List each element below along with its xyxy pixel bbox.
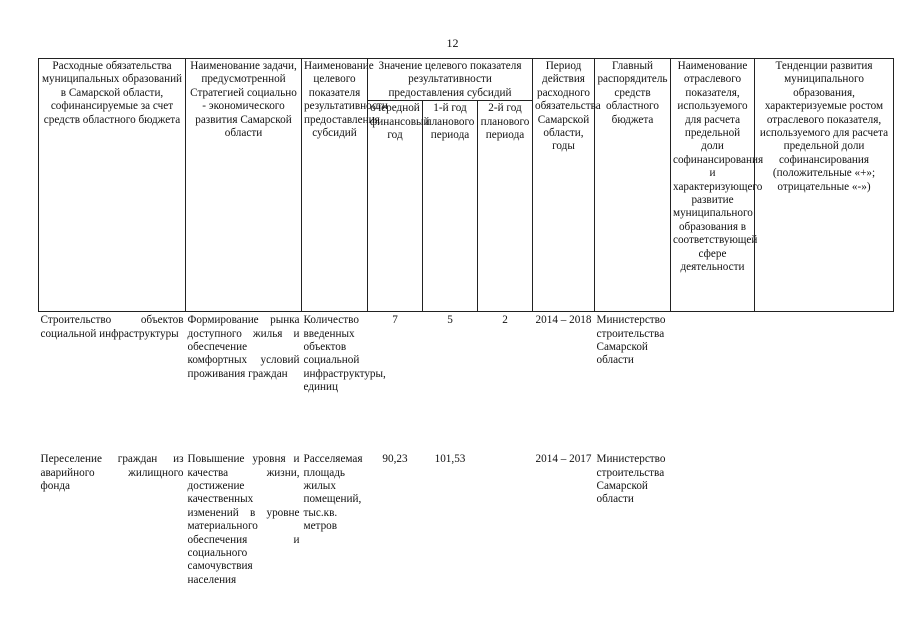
cell-obligation: Переселение граждан из аварийного жилищного фонда [40, 453, 184, 493]
table-row [39, 448, 894, 613]
cell-obligation: Строительство объектов социальной инфраструктуры [40, 314, 184, 340]
cell-trend [755, 448, 894, 613]
cell-indicator: Расселяемая площадь жилых помещений, тыс.кв. метров [303, 453, 363, 533]
cell-indicator: Количество введенных объектов социальной инфраструктуры, единиц [303, 314, 386, 394]
header-branch-indicator: Наименование отраслевого показателя, используемого для расчета предельной доли софинансирования и характеризующего развитие муниципального образования в соответствующей сфере деятельности [671, 59, 755, 312]
subsidy-table [38, 58, 894, 613]
cell-manager: Министерство строительства Самарской области [596, 314, 666, 367]
cell-period: 2014 – 2018 [535, 314, 592, 327]
table-row [39, 312, 894, 449]
cell-value-plan2: 2 [502, 314, 508, 327]
cell-value-current: 90,23 [382, 453, 408, 466]
cell-value-plan2 [478, 448, 533, 613]
header-current-year: очередной финансовый год [368, 101, 423, 312]
cell-trend [755, 312, 894, 449]
header-plan-year-1: 1-й год планового периода [423, 101, 478, 312]
header-plan-year-2: 2-й год планового периода [478, 101, 533, 312]
cell-branch-indicator [671, 448, 755, 613]
cell-value-plan1: 5 [447, 314, 453, 327]
header-manager: Главный распорядитель средств областного бюджета [595, 59, 671, 312]
header-indicator: Наименование целевого показателя результативности предоставления субсидий [302, 59, 368, 312]
header-trend: Тенденции развития муниципального образования, характеризуемые ростом отраслевого показателя, используемого для расчета предельной доли софинансирования (положительные «+»; отрицательные «-») [755, 59, 894, 312]
cell-task: Повышение уровня и качества жизни, достижение качественных изменений в уровне материального обеспечения и социального самочувствия населения [187, 453, 300, 586]
header-obligation: Расходные обязательства муниципальных образований в Самарской области, софинансируемые за счет средств областного бюджета [39, 59, 186, 312]
header-task: Наименование задачи, предусмотренной Стратегией социально - экономического развития Самарской области [186, 59, 302, 312]
cell-value-current: 7 [392, 314, 398, 327]
cell-task: Формирование рынка доступного жилья и обеспечение комфортных условий проживания граждан [187, 314, 300, 380]
cell-branch-indicator [671, 312, 755, 449]
cell-value-plan1: 101,53 [434, 453, 466, 466]
header-target-value-group: Значение целевого показателя результативности предоставления субсидий [368, 59, 533, 101]
cell-manager: Министерство строительства Самарской области [596, 453, 666, 506]
header-period: Период действия расходного обязательства Самарской области, годы [533, 59, 595, 312]
page-number: 12 [446, 36, 459, 50]
cell-period: 2014 – 2017 [535, 453, 592, 466]
